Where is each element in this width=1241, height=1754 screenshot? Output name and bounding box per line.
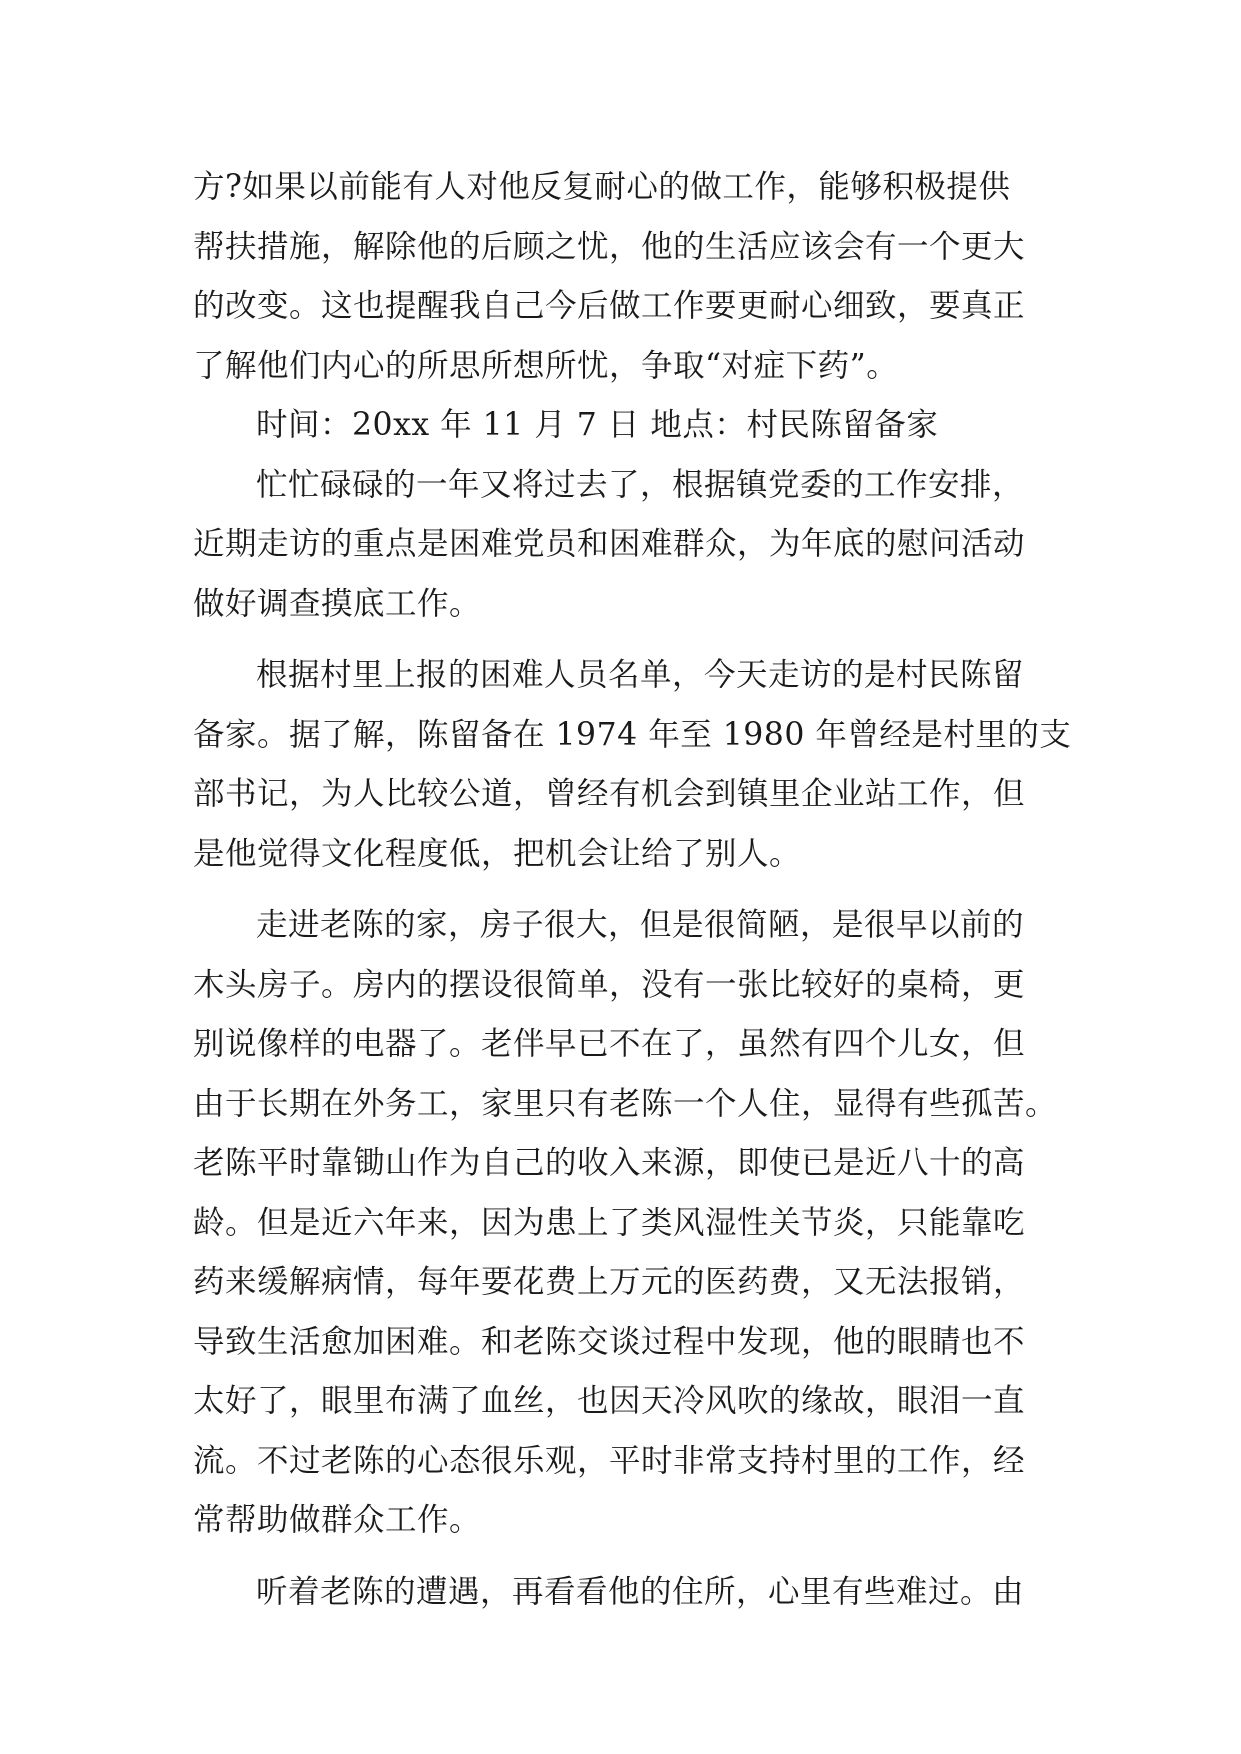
text-line: 忙忙碌碌的一年又将过去了，根据镇党委的工作安排，	[256, 466, 1025, 503]
text-line: 的改变。这也提醒我自己今后做工作要更耐心细致，要真正	[193, 288, 1026, 324]
visit-time-place	[193, 396, 1063, 456]
paragraph	[193, 1563, 1063, 1623]
text-line: 常帮助做群众工作。	[193, 1502, 482, 1538]
paragraph	[193, 646, 1072, 884]
text-line: 老陈平时靠锄山作为自己的收入来源，即使已是近八十的高	[193, 1145, 1026, 1181]
text-line: 了解他们内心的所思所想所忧，争取“对症下药”。	[193, 347, 899, 384]
paragraph-gap	[193, 884, 1063, 896]
text-line: 备家。据了解，陈留备在 1974 年至 1980 年曾经是村里的支	[193, 716, 1072, 753]
text-line: 是他觉得文化程度低，把机会让给了别人。	[193, 835, 802, 872]
text-line: 药来缓解病情，每年要花费上万元的医药费，又无法报销，	[193, 1264, 1026, 1300]
text-line: 木头房子。房内的摆设很简单，没有一张比较好的桌椅，更	[193, 966, 1026, 1003]
paragraph	[193, 456, 1063, 635]
text-line: 方?如果以前能有人对他反复耐心的做工作，能够积极提供	[193, 169, 1011, 205]
text-line: 流。不过老陈的心态很乐观，平时非常支持村里的工作，经	[193, 1442, 1026, 1479]
text-line: 导致生活愈加困难。和老陈交谈过程中发现，他的眼睛也不	[193, 1323, 1026, 1360]
text-line: 别说像样的电器了。老伴早已不在了，虽然有四个儿女，但	[193, 1026, 1026, 1062]
text-line: 由于长期在外务工，家里只有老陈一个人住，显得有些孤苦。	[193, 1085, 1058, 1122]
text-line: 根据村里上报的困难人员名单，今天走访的是村民陈留	[256, 657, 1025, 693]
text-line: 帮扶措施，解除他的后顾之忧，他的生活应该会有一个更大	[193, 228, 1026, 265]
text-line: 时间：20xx 年 11 月 7 日 地点：村民陈留备家	[256, 407, 939, 443]
paragraph-continuation	[193, 158, 1063, 396]
text-line: 听着老陈的遭遇，再看看他的住所，心里有些难过。由	[256, 1573, 1025, 1610]
text-line: 做好调查摸底工作。	[193, 585, 482, 622]
text-line: 部书记，为人比较公道，曾经有机会到镇里企业站工作，但	[193, 776, 1026, 812]
text-line: 太好了，眼里布满了血丝，也因天冷风吹的缘故，眼泪一直	[193, 1383, 1026, 1419]
document-body	[193, 158, 1072, 1622]
paragraph	[193, 896, 1063, 1551]
text-line: 龄。但是近六年来，因为患上了类风湿性关节炎，只能靠吃	[193, 1204, 1026, 1241]
paragraph-gap	[193, 1551, 1063, 1563]
paragraph-gap	[193, 634, 1063, 646]
text-line: 走进老陈的家，房子很大，但是很简陋，是很早以前的	[256, 907, 1025, 943]
text-line: 近期走访的重点是困难党员和困难群众，为年底的慰问活动	[193, 526, 1026, 562]
